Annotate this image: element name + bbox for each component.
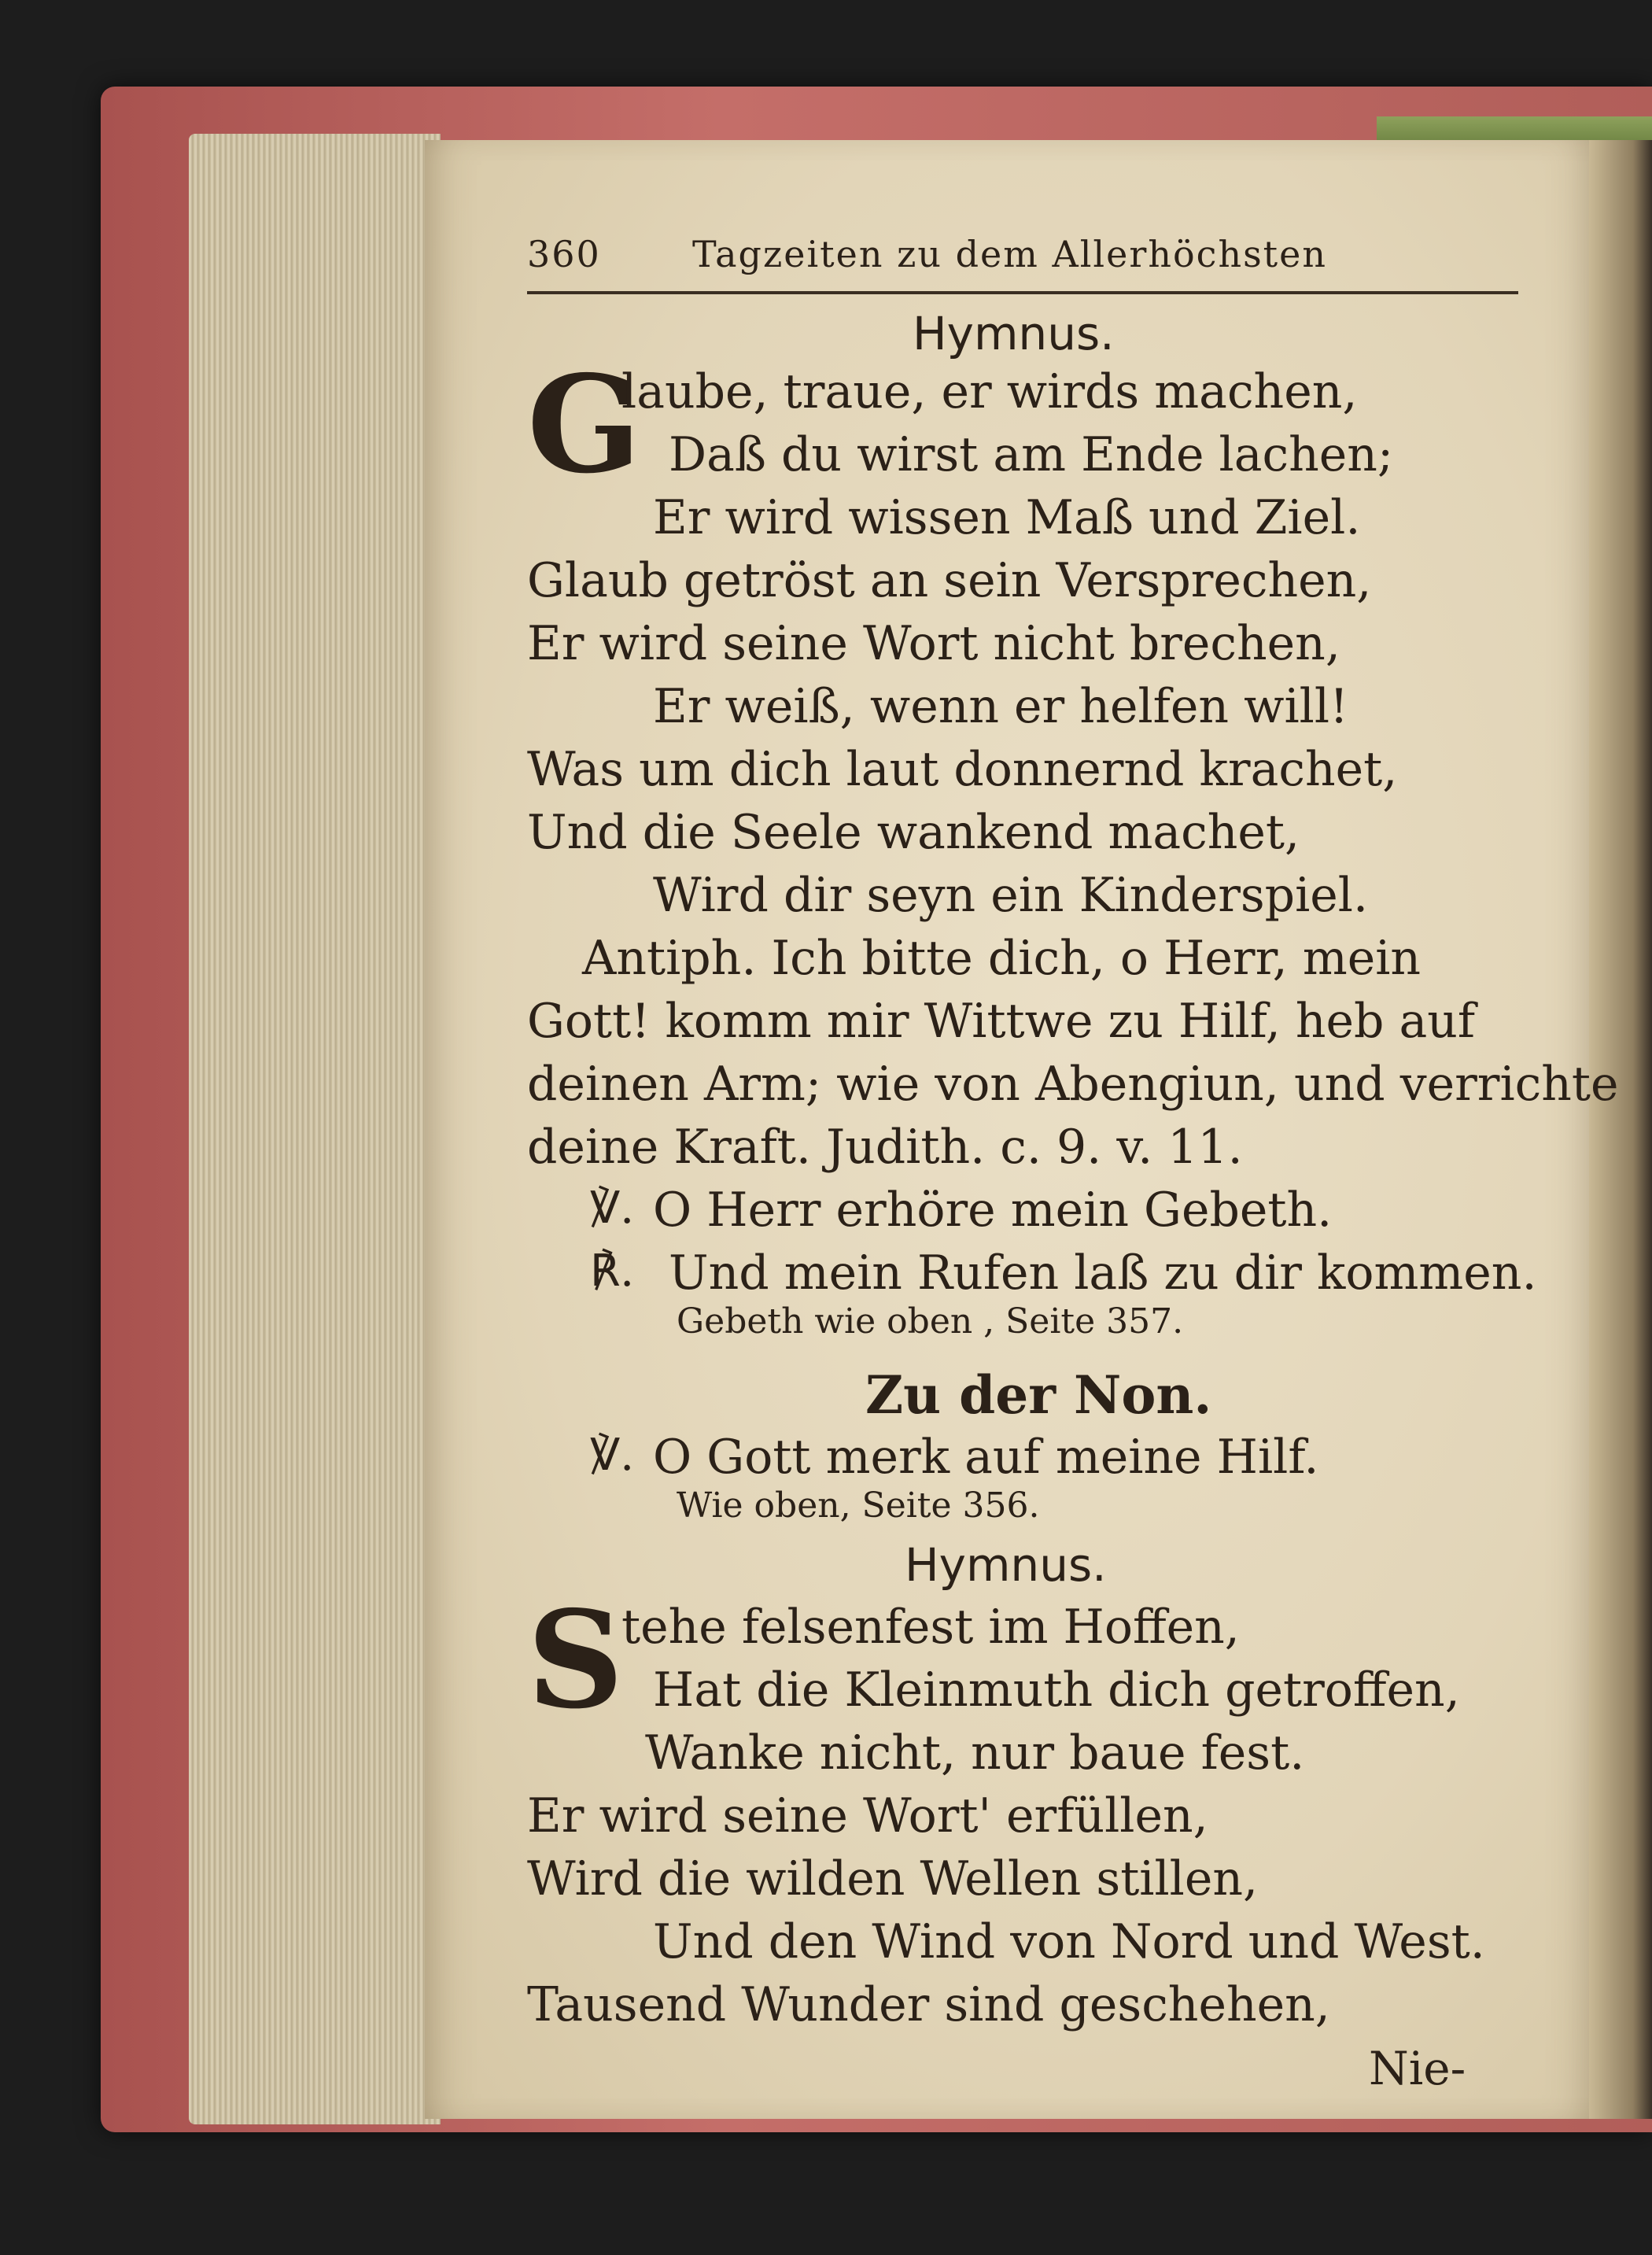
hymn-line: laube, traue, er wirds machen, (621, 364, 1358, 419)
hymn-line: Was um dich laut donnernd krachet, (527, 742, 1398, 797)
prayer-note: Wie oben, Seite 356. (677, 1485, 1040, 1526)
antiphon-line: Antiph. Ich bitte dich, o Herr, mein (582, 931, 1422, 986)
hymn-line: Tausend Wunder sind geschehen, (527, 1977, 1330, 2032)
versicle-text: O Herr erhöre mein Gebeth. (653, 1183, 1333, 1238)
hymn-line: Daß du wirst am Ende lachen; (669, 427, 1394, 482)
versicle-mark: ℣. (590, 1183, 635, 1234)
hymn-title: Hymnus. (905, 1538, 1107, 1592)
versicle-mark: ℣. (590, 1430, 635, 1481)
drop-capital: G (527, 346, 642, 504)
hymn-line: Hat die Kleinmuth dich getroffen, (653, 1663, 1460, 1718)
page-number: 360 (527, 233, 601, 275)
prayer-note: Gebeth wie oben , Seite 357. (677, 1301, 1184, 1342)
hymn-line: tehe felsenfest im Hoffen, (621, 1600, 1240, 1655)
drop-capital: S (527, 1581, 624, 1739)
hymn-line: Er wird seine Wort' erfüllen, (527, 1788, 1208, 1843)
hymn-line: Und die Seele wankend machet, (527, 805, 1300, 860)
hymn-line: Wird die wilden Wellen stillen, (527, 1851, 1259, 1906)
header-rule (527, 291, 1518, 294)
hymn-line: Wanke nicht, nur baue fest. (645, 1725, 1305, 1781)
antiphon-line: Gott! komm mir Wittwe zu Hilf, heb auf (527, 994, 1476, 1049)
antiphon-line: deine Kraft. Judith. c. 9. v. 11. (527, 1120, 1243, 1175)
catchword: Nie- (1369, 2042, 1466, 2095)
hymn-line: Wird dir seyn ein Kinderspiel. (653, 868, 1369, 923)
hymn-line: Er wird seine Wort nicht brechen, (527, 616, 1340, 671)
hymn-line: Er weiß, wenn er helfen will! (653, 679, 1349, 734)
section-heading: Zu der Non. (865, 1364, 1212, 1426)
hymn-title: Hymnus. (913, 307, 1115, 360)
response-mark: ℟. (590, 1246, 635, 1297)
antiphon-line: deinen Arm; wie von Abengiun, und verrichte (527, 1057, 1619, 1112)
hymn-line: Glaub getröst an sein Versprechen, (527, 553, 1372, 608)
versicle-text: O Gott merk auf meine Hilf. (653, 1430, 1319, 1485)
hymn-line: Er wird wissen Maß und Ziel. (653, 490, 1361, 545)
running-head: Tagzeiten zu dem Allerhöchsten (692, 233, 1328, 275)
hymn-line: Und den Wind von Nord und West. (653, 1914, 1485, 1969)
response-text: Und mein Rufen laß zu dir kommen. (669, 1246, 1537, 1301)
